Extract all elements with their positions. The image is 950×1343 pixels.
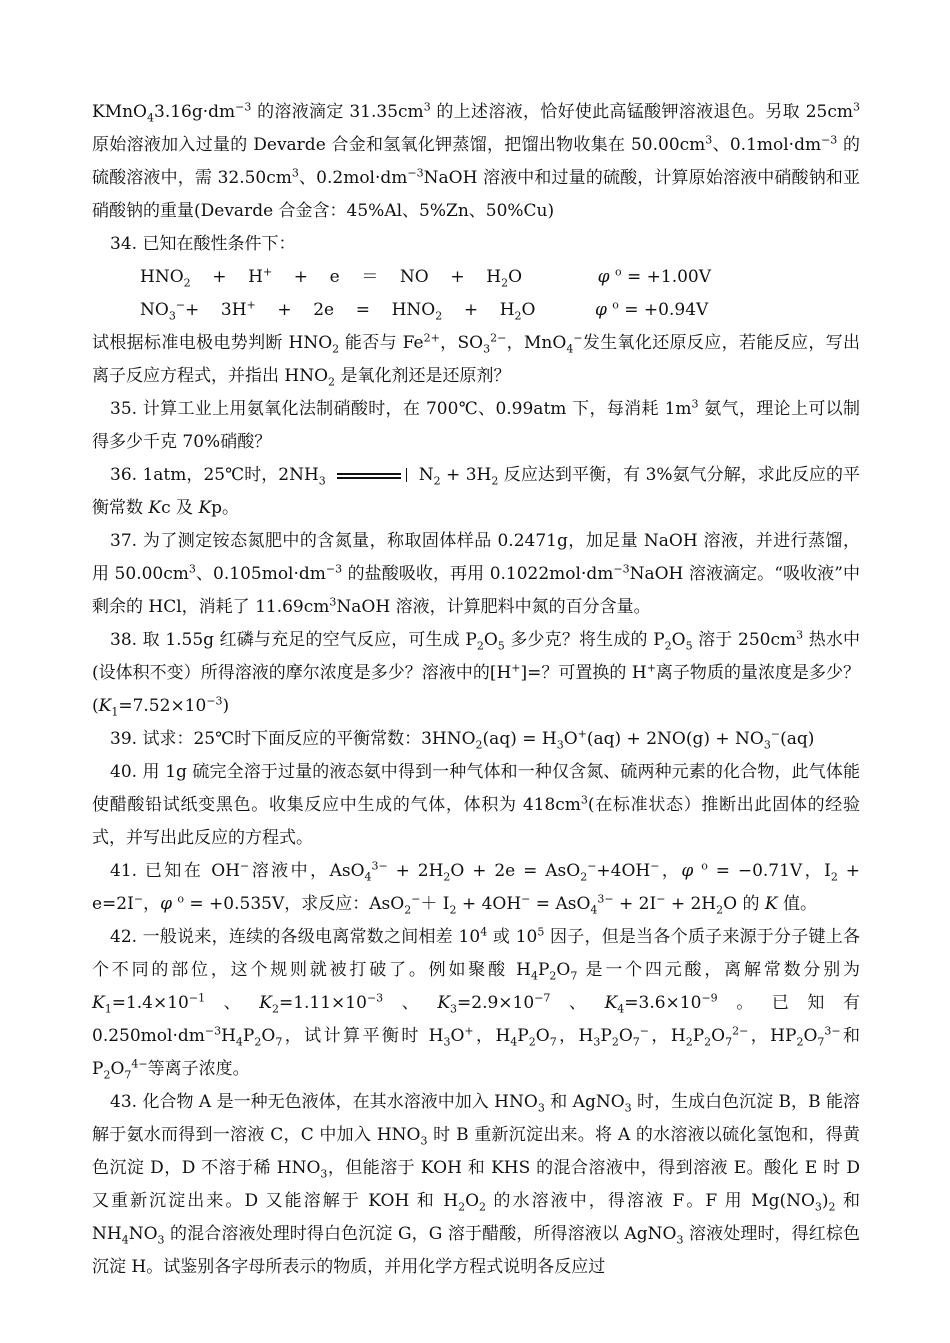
question-41: 41. 已知在 OH−溶液中，$AsO_4^{3-} + 2H_2O + 2e = AsO_2^-+4OH^-$，φ $^o$ = −0.71V，$I_2 + e=2I^-$，φ $^o$ = +0.535V，求反应：$AsO_2^-+ I_2 + 4OH^- = AsO_4^{3-} + 2I^- + 2H_2O$ 的 K 值。 xyxy=(92,859,860,917)
question-40: 40. 用 1g 硫完全溶于过量的液态氨中得到一种气体和一种仅含氮、硫两种元素的化合物，此气体能使醋酸铅试纸变黑色。收集反应中生成的气体，体积为 $418cm^3$(在标准状态）推断出此固体的经验式，并写出此反应的方程式。 xyxy=(92,762,860,848)
question-42: 42. 一般说来，连续的各级电离常数之间相差 $10^4$ 或 $10^5$ 因子，但是当各个质子来源于分子键上各个不同的部位，这个规则就被打破了。例如聚酸 $H_4P_2O_7$ 是一个四元酸，离解常数分别为 $K_1=1.4\times 10^{-1}$、$K_2=1.11\times 10^{-3}$、$K_3=2.9\times 10^{-7}$、$K_4=3.6\times 10^{-9}$。已知有 $0.250mol\cdot dm^{-3}H_4P_2O_7$，试计算平衡时 $H_3O^+$，$H_4P_2O_7$，$H_3P_2O_7^-$，$H_2P_2O_7^{2-}$，$HP_2O_7^{3-}$和 $P_2O_7^{4-}$等离子浓度。 xyxy=(92,925,861,1082)
question-35: 35. 计算工业上用氨氧化法制硝酸时，在 700℃、0.99atm 下，每消耗 $1m^3$ 氨气，理论上可以制得多少千克 70%硝酸？ xyxy=(92,397,860,452)
question-39: 39. 试求：25℃时下面反应的平衡常数：$3HNO_2(aq) = H_3O^+(aq) + 2NO(g) + NO_3^-(aq)$ xyxy=(110,727,815,752)
equation-34-1: $HNO_2$ + H+ + e ＝ NO + $H_2O$ φ $^o$ = +1.00V xyxy=(140,265,712,290)
paragraph-33-continuation: $KMnO_43.16g\cdot dm^{-3}$ 的溶液滴定 $31.35cm^3$ 的上述溶液，恰好使此高锰酸钾溶液退色。另取 $25cm^3$ 原始溶液加入过量的 Devarde 合金和氢氧化钾蒸馏，把馏出物收集在 $50.00cm^3$、$0.1mol\cdot dm^{-3}$ 的硫酸溶液中，需 $32.50cm^3$、$0.2mol\cdot dm^{-3}NaOH$ 溶液中和过量的硫酸，计算原始溶液中硝酸钠和亚硝酸钠的重量(Devarde 合金含：45%Al、5%Zn、50%Cu) xyxy=(92,100,861,221)
question-34-body: 试根据标准电极电势判断 $HNO_2$ 能否与 $Fe^{2+}$，$SO_3^{2-}$，MnO$_4$−发生氧化还原反应，若能反应，写出离子反应方程式，并指出 $HNO_2$ 是氧化剂还是还原剂？ xyxy=(92,331,861,389)
question-37: 37. 为了测定铵态氮肥中的含氮量，称取固体样品 0.2471g，加足量 NaOH 溶液，并进行蒸馏，用 $50.00cm^3$、$0.105mol\cdot dm^{-3}$ 的盐酸吸收，再用 $0.1022mol\cdot dm^{-3}NaOH$ 溶液滴定。“吸收液”中剩余的 HCl，消耗了 $11.69cm^3NaOH$ 溶液，计算肥料中氮的百分含量。 xyxy=(92,531,861,617)
question-38: 38. 取 1.55g 红磷与充足的空气反应，可生成 $P_2O_5$ 多少克？将生成的 $P_2O_5$ 溶于 $250cm^3$ 热水中(设体积不变）所得溶液的摩尔浓度是多少？溶液中的[H+]=？可置换的 H+离子物质的量浓度是多少？$(K_1=7.52\times 10^{-3})$ xyxy=(92,628,861,719)
document-page xyxy=(92,96,860,1284)
question-36: 36. 1atm，25℃时，$2NH_3$ $N_2 + 3H_2$ 反应达到平衡，有 3%氨气分解，求此反应的平衡常数 Kc 及 Kp。 xyxy=(92,465,860,518)
equation-34-2: $NO_3^-+$ 3H+ + 2e = $HNO_2$ + $H_2O$ φ $^o$ = +0.94V xyxy=(140,298,709,323)
question-34: 34. 已知在酸性条件下： xyxy=(110,234,296,254)
equilibrium-arrow-icon xyxy=(337,470,407,482)
question-43: 43. 化合物 A 是一种无色液体，在其水溶液中加入 $HNO_3$ 和 AgNO$_3$ 时，生成白色沉淀 B，B 能溶解于氨水而得到一溶液 C，C 中加入 $HNO_3$ 时 B 重新沉淀出来。将 A 的水溶液以硫化氢饱和，得黄色沉淀 D，D 不溶于稀 $HNO_3$，但能溶于 KOH 和 KHS 的混合溶液中，得到溶液 E。酸化 E 时 D 又重新沉淀出来。D 又能溶解于 KOH 和 $H_2O_2$ 的水溶液中，得溶液 F。F 用 $Mg(NO_3)_2$ 和 $NH_4NO_3$ 的混合溶液处理时得白色沉淀 G，G 溶于醋酸，所得溶液以 AgNO$_3$ 溶液处理时，得红棕色沉淀 H。试鉴别各字母所表示的物质，并用化学方程式说明各反应过 xyxy=(92,1092,861,1277)
